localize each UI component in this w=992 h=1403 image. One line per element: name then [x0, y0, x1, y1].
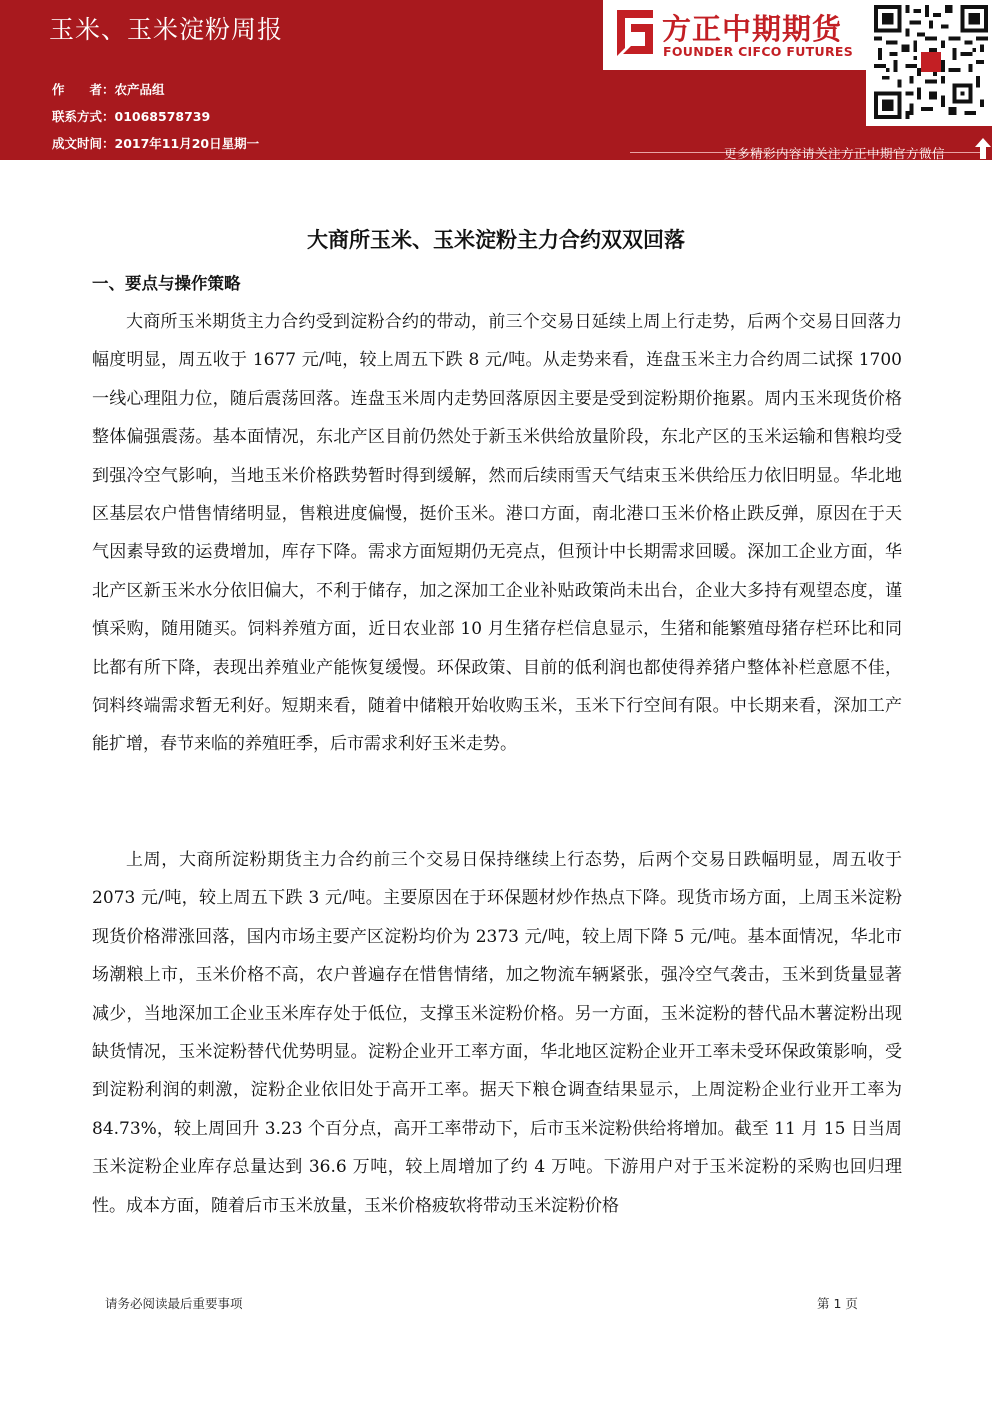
section-heading: 一、要点与操作策略: [92, 274, 241, 293]
qr-code-icon: [874, 5, 988, 119]
company-name-cn: 方正中期期货: [662, 12, 843, 46]
report-title: 玉米、玉米淀粉周报: [49, 15, 284, 44]
footer-note: 请务必阅读最后重要事项: [105, 1296, 243, 1311]
author-line: [52, 80, 165, 98]
author-label: 作 者：: [52, 82, 115, 97]
company-logo-icon: [609, 8, 655, 58]
date-value: 2017年11月20日星期一: [114, 136, 260, 151]
body-paragraph-starch: 上周，大商所淀粉期货主力合约前三个交易日保持继续上行态势，后两个交易日跌幅明显，周五收于 2073 元/吨，较上周五下跌 3 元/吨。主要原因在于环保题材炒作热点下降。现货市场方面，上周玉米淀粉现货价格滞涨回落，国内市场主要产区淀粉均价为 2373 元/吨，较上周下降 5 元/吨。基本面情况，华北市场潮粮上市，玉米价格不高，农户普遍存在惜售情绪，加之物流车辆紧张，强冷空气袭击，玉米到货量显著减少，当地深加工企业玉米库存处于低位，支撑玉米淀粉价格。另一方面，玉米淀粉的替代品木薯淀粉出现缺货情况，玉米淀粉替代优势明显。淀粉企业开工率方面，华北地区淀粉企业开工率未受环保政策影响，受到淀粉利润的刺激，淀粉企业依旧处于高开工率。据天下粮仓调查结果显示，上周淀粉企业行业开工率为 84.73%，较上周回升 3.23 个百分点，高开工率带动下，后市玉米淀粉供给将增加。截至 11 月 15 日当周玉米淀粉企业库存总量达到 36.6 万吨，较上周增加了约 4 万吨。下游用户对于玉米淀粉的采购也回归理性。成本方面，随着后市玉米放量，玉米价格疲软将带动玉米淀粉价格: [92, 850, 902, 1216]
body-paragraph-corn: 大商所玉米期货主力合约受到淀粉合约的带动，前三个交易日延续上周上行走势，后两个交易日回落力幅度明显，周五收于 1677 元/吨，较上周五下跌 8 元/吨。从走势来看，连盘玉米主力合约周二试探 1700 一线心理阻力位，随后震荡回落。连盘玉米周内走势回落原因主要是受到淀粉期价拖累。周内玉米现货价格整体偏强震荡。基本面情况，东北产区目前仍然处于新玉米供给放量阶段，东北产区的玉米运输和售粮均受到强冷空气影响，当地玉米价格跌势暂时得到缓解，然而后续雨雪天气结束玉米供给压力依旧明显。华北地区基层农户惜售情绪明显，售粮进度偏慢，挺价玉米。港口方面，南北港口玉米价格止跌反弹，原因在于天气因素导致的运费增加，库存下降。需求方面短期仍无亮点，但预计中长期需求回暖。深加工企业方面，华北产区新玉米水分依旧偏大，不利于储存，加之深加工企业补贴政策尚未出台，企业大多持有观望态度，谨慎采购，随用随买。饲料养殖方面，近日农业部 10 月生猪存栏信息显示，生猪和能繁殖母猪存栏环比和同比都有所下降，表现出养殖业产能恢复缓慢。环保政策、目前的低利润也都使得养猪户整体补栏意愿不佳，饲料终端需求暂无利好。短期来看，随着中储粮开始收购玉米，玉米下行空间有限。中长期来看，深加工产能扩增，春节来临的养殖旺季，后市需求利好玉米走势。: [92, 312, 902, 755]
page-number: 第 1 页: [817, 1296, 858, 1311]
document-title: 大商所玉米、玉米淀粉主力合约双双回落: [307, 228, 685, 252]
contact-line: [52, 107, 210, 125]
author-value: 农产品组: [114, 82, 165, 97]
date-label: 成文时间：: [52, 136, 115, 151]
report-header: [0, 0, 992, 160]
wechat-note: 更多精彩内容请关注方正中期官方微信: [724, 146, 946, 161]
contact-value: 01068578739: [114, 109, 211, 124]
company-name-en: FOUNDER CIFCO FUTURES: [663, 44, 854, 59]
contact-label: 联系方式：: [52, 109, 115, 124]
arrow-up-icon: [974, 136, 992, 160]
date-line: [52, 134, 259, 152]
qr-code-frame: [866, 0, 992, 126]
